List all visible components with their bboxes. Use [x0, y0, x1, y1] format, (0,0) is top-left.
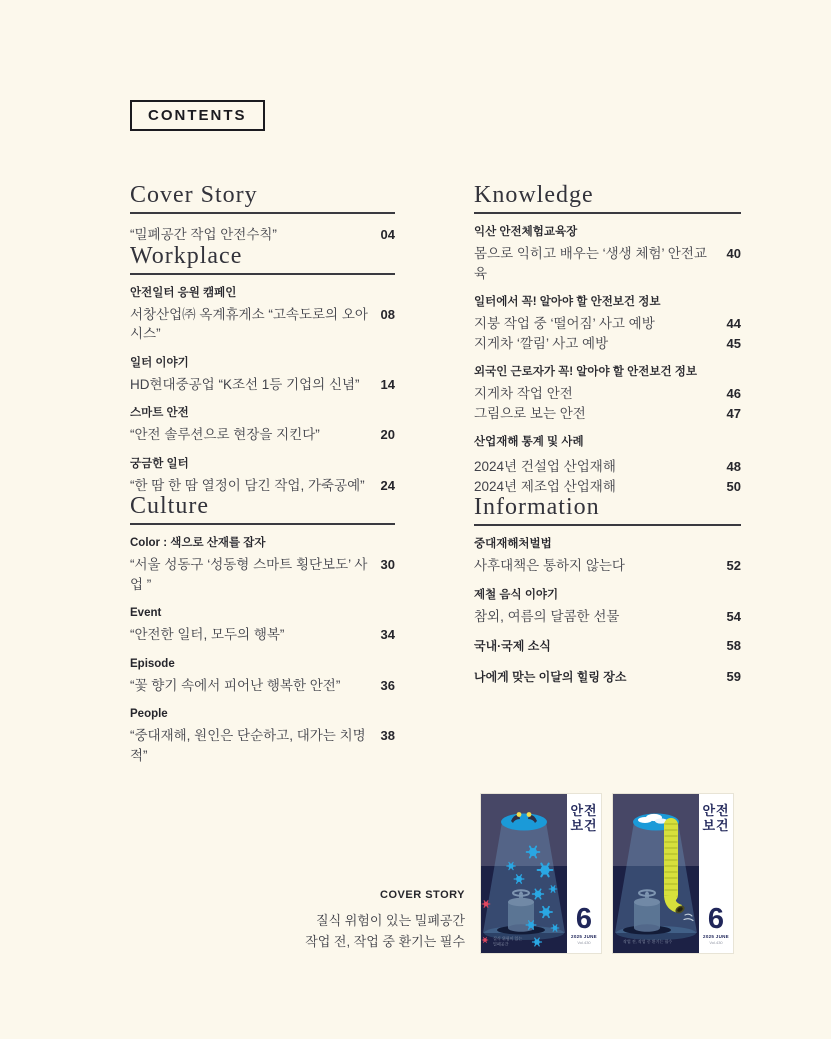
- toc-entry-title: 나에게 맞는 이달의 힐링 장소: [474, 669, 627, 684]
- issue-number: 6: [575, 903, 593, 935]
- toc-entry-page: 48: [726, 459, 741, 474]
- toc-entry-title: 참외, 여름의 달콤한 선물: [474, 608, 620, 624]
- toc-group: [130, 356, 395, 395]
- issue-date: 2025 JUNE: [571, 934, 597, 939]
- toc-category-label: 일터에서 꼭! 알아야 할 안전보건 정보: [474, 296, 661, 308]
- toc-category-label: Event: [130, 607, 162, 619]
- toc-category-label: 중대재해처벌법: [474, 538, 552, 550]
- toc-category-label: 스마트 안전: [130, 407, 189, 419]
- toc-category-label: 안전일터 응원 캠페인: [130, 286, 237, 299]
- toc-entry-title: “한 땀 한 땀 열정이 담긴 작업, 가죽공예”: [130, 477, 365, 493]
- toc-entry: [474, 607, 741, 627]
- toc-category-label: 제철 음식 이야기: [474, 588, 559, 601]
- toc-entry-page: 54: [726, 608, 741, 624]
- toc-entry: [474, 556, 741, 576]
- toc-entry-page: 14: [380, 376, 395, 392]
- toc-entry: [130, 726, 395, 765]
- cover-story-note-line: 질식 위험이 있는 밀폐공간: [316, 913, 465, 928]
- toc-entry-title: 지게차 작업 안전: [474, 386, 573, 401]
- toc-category-label: 일터 이야기: [130, 356, 189, 369]
- toc-group: [474, 295, 741, 353]
- toc-entry: [474, 457, 741, 477]
- magazine-cover-thumbnail-virus: [481, 794, 601, 953]
- section-title-cover-story: Cover Story: [130, 184, 395, 214]
- toc-entry-page: 40: [726, 246, 741, 261]
- cover-title-panel: [699, 794, 733, 953]
- toc-entry-title: 국내·국제 소식: [474, 639, 551, 653]
- section-title-information: Information: [474, 496, 741, 526]
- issue-volume: Vol.430: [577, 940, 591, 945]
- toc-entry-title: 지게차 ‘깔림’ 사고 예방: [474, 335, 609, 351]
- toc-entry-title: 몸으로 익히고 배우는 ‘생생 체험’ 안전교육: [474, 246, 707, 281]
- magazine-cover-thumbnail-duct: [613, 794, 733, 953]
- toc-entry: [474, 384, 741, 404]
- toc-entry-title: “안전한 일터, 모두의 행복”: [130, 627, 285, 642]
- cover-story-note-heading: COVER STORY: [380, 889, 465, 901]
- toc-entry-page: 38: [380, 728, 395, 743]
- toc-category-label: 궁금한 일터: [130, 457, 189, 470]
- toc-category-label: 외국인 근로자가 꼭! 알아야 할 안전보건 정보: [474, 366, 697, 378]
- toc-entry: [474, 667, 741, 688]
- issue-date: 2025 JUNE: [703, 934, 729, 939]
- toc-entry: [130, 555, 395, 594]
- toc-entry-page: 59: [726, 668, 741, 684]
- toc-entry-title: 그림으로 보는 안전: [474, 405, 586, 421]
- toc-group: [130, 707, 395, 765]
- toc-entry: [130, 225, 395, 245]
- toc-entry-page: 45: [726, 335, 741, 351]
- masthead-line: 안전: [570, 803, 598, 818]
- cover-illustration-confined-space-duct-icon: [613, 794, 699, 953]
- toc-entry-title: 사후대책은 통하지 않는다: [474, 558, 625, 573]
- toc-entry-title: “꽃 향기 속에서 피어난 행복한 안전”: [130, 677, 341, 693]
- toc-group: [474, 537, 741, 576]
- toc-entry-title: “서울 성동구 ‘성동형 스마트 횡단보도’ 사업 ”: [130, 557, 368, 592]
- toc-group: [130, 406, 395, 445]
- toc-entry: [130, 625, 395, 645]
- toc-entry-page: 58: [726, 638, 741, 653]
- toc-group: [130, 606, 395, 645]
- toc-entry-page: 50: [726, 478, 741, 494]
- toc-right-column: [474, 184, 741, 687]
- toc-entry-page: 08: [380, 306, 395, 322]
- cover-caption: 질식 위험이 있는: [493, 936, 523, 941]
- cover-story-note: [305, 889, 465, 952]
- toc-group: [130, 286, 395, 344]
- toc-group: [474, 365, 741, 423]
- toc-entry: [474, 636, 741, 657]
- toc-entry: [130, 425, 395, 445]
- toc-entry-title: 2024년 건설업 산업재해: [474, 459, 616, 474]
- toc-entry-page: 30: [380, 557, 395, 572]
- toc-entry: [130, 375, 395, 395]
- toc-entry-title: 2024년 제조업 산업재해: [474, 478, 616, 494]
- toc-entry-page: 24: [380, 477, 395, 493]
- toc-left-column: [130, 184, 395, 765]
- toc-entry-page: 34: [380, 627, 395, 642]
- toc-entry: [474, 404, 741, 424]
- toc-entry-page: 46: [726, 386, 741, 401]
- toc-category-label: Episode: [130, 657, 175, 670]
- toc-category-label: 익산 안전체험교육장: [474, 226, 578, 238]
- cover-story-note-line: 작업 전, 작업 중 환기는 필수: [305, 934, 465, 949]
- toc-category-label: 산업재해 통계 및 사례: [474, 436, 584, 448]
- toc-group: [474, 435, 741, 496]
- masthead-line: 보건: [570, 818, 598, 833]
- toc-group: [130, 536, 395, 594]
- toc-entry: [474, 314, 741, 334]
- toc-entry-title: “안전 솔루션으로 현장을 지킨다”: [130, 427, 320, 442]
- toc-group: [474, 588, 741, 627]
- toc-entry-page: 44: [726, 316, 741, 331]
- cover-illustration-confined-space-virus-icon: [481, 794, 567, 953]
- toc-group: [130, 457, 395, 496]
- toc-group: [130, 657, 395, 696]
- issue-number: 6: [707, 903, 725, 935]
- section-title-workplace: Workplace: [130, 245, 395, 275]
- toc-entry-page: 04: [380, 227, 395, 242]
- toc-entry: [474, 334, 741, 354]
- masthead-line: 보건: [702, 818, 730, 833]
- toc-category-label: People: [130, 708, 168, 720]
- toc-entry: [474, 244, 741, 283]
- toc-entry-title: 서창산업㈜ 옥계휴게소 “고속도로의 오아시스”: [130, 306, 368, 341]
- toc-entry-page: 47: [726, 405, 741, 421]
- toc-entry-page: 36: [380, 677, 395, 693]
- toc-entry: [130, 676, 395, 696]
- contents-badge: CONTENTS: [130, 100, 265, 131]
- section-title-culture: Culture: [130, 495, 395, 525]
- toc-entry-page: 52: [726, 558, 741, 573]
- toc-category-label: Color : 색으로 산재를 잡자: [130, 537, 266, 549]
- masthead-line: 안전: [702, 803, 730, 818]
- cover-title-panel: [567, 794, 601, 953]
- toc-group: [474, 225, 741, 283]
- toc-entry-title: HD현대중공업 “K조선 1등 기업의 신념”: [130, 376, 360, 392]
- toc-entry-title: “밀폐공간 작업 안전수칙”: [130, 227, 277, 242]
- section-title-knowledge: Knowledge: [474, 184, 741, 214]
- toc-entry-page: 20: [380, 427, 395, 442]
- toc-entry-title: “중대재해, 원인은 단순하고, 대가는 치명적”: [130, 728, 366, 763]
- toc-entry-title: 지붕 작업 중 ‘떨어짐’ 사고 예방: [474, 316, 655, 331]
- cover-caption: 밀폐공간: [493, 941, 509, 947]
- cover-caption: 작업 전, 작업 중 환기는 필수: [623, 939, 673, 944]
- toc-entry: [130, 305, 395, 344]
- issue-volume: Vol.430: [709, 940, 723, 945]
